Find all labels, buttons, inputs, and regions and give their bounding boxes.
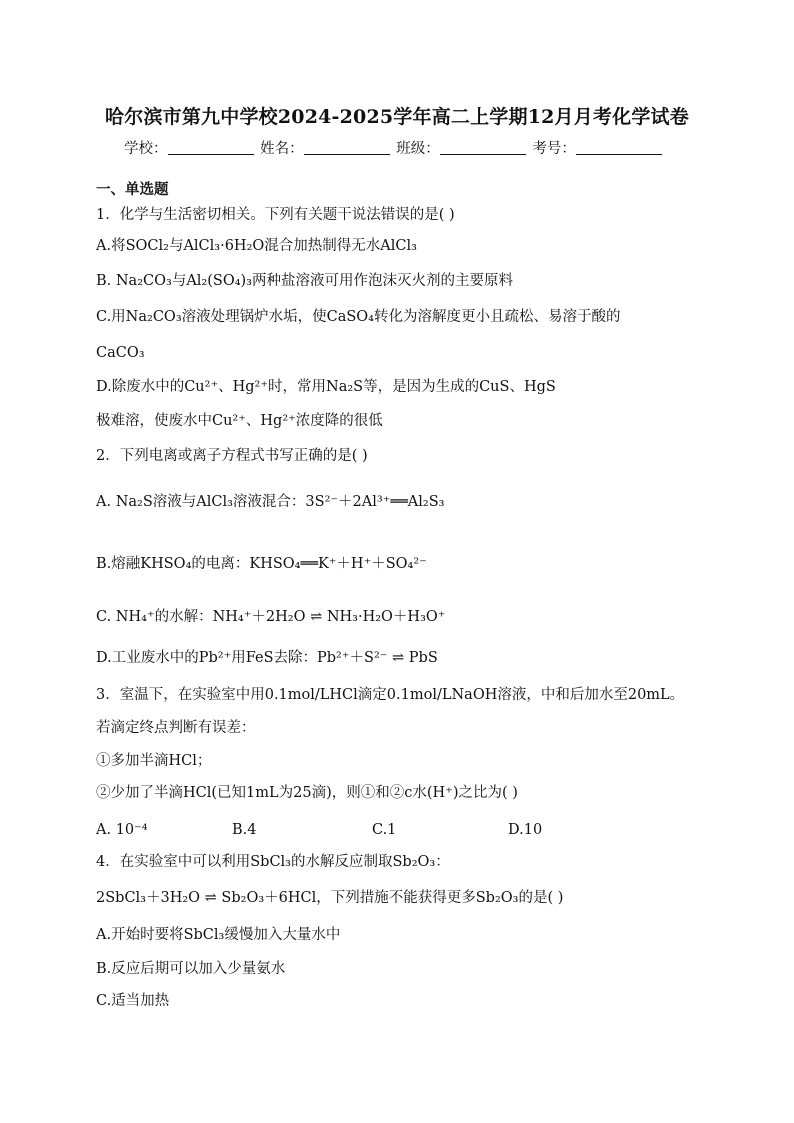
q1-option-d: D.除废水中的Cu²⁺、Hg²⁺时，常用Na₂S等，是因为生成的CuS、HgS <box>96 379 556 395</box>
q1-option-d-cont: 极难溶，使废水中Cu²⁺、Hg²⁺浓度降的很低 <box>96 413 383 429</box>
q2-stem: 2．下列电离或离子方程式书写正确的是( ) <box>96 448 368 464</box>
q3-stem-cont: 若滴定终点判断有误差： <box>96 720 256 736</box>
q2-option-b: B.熔融KHSO₄的电离：KHSO₄══K⁺＋H⁺＋SO₄²⁻ <box>96 556 427 572</box>
school-blank[interactable] <box>168 140 254 155</box>
exam-number-blank[interactable] <box>576 140 662 155</box>
q1-option-a: A.将SOCl₂与AlCl₃·6H₂O混合加热制得无水AlCl₃ <box>96 238 417 254</box>
q3-item-1: ①多加半滴HCl； <box>96 753 212 769</box>
q1-option-c-cont: CaCO₃ <box>96 345 145 361</box>
q3-options <box>96 820 542 840</box>
q2-option-c: C. NH₄⁺的水解：NH₄⁺＋2H₂O ⇌ NH₃·H₂O＋H₃O⁺ <box>96 609 446 625</box>
q4-option-c: C.适当加热 <box>96 993 170 1009</box>
q4-option-b: B.反应后期可以加入少量氨水 <box>96 961 286 977</box>
q2-option-d: D.工业废水中的Pb²⁺用FeS去除：Pb²⁺＋S²⁻ ⇌ PbS <box>96 650 438 666</box>
class-label: 班级： <box>396 141 440 157</box>
q2-option-a: A. Na₂S溶液与AlCl₃溶液混合：3S²⁻＋2Al³⁺══Al₂S₃ <box>96 494 445 510</box>
q1-stem: 1．化学与生活密切相关。下列有关题干说法错误的是( ) <box>96 207 455 223</box>
q4-equation: 2SbCl₃＋3H₂O ⇌ Sb₂O₃＋6HCl，下列措施不能获得更多Sb₂O₃的是( ) <box>96 890 564 906</box>
exam-number-label: 考号： <box>532 141 576 157</box>
q3-option-a: A. 10⁻⁴ <box>96 822 148 838</box>
name-label: 姓名： <box>260 141 304 157</box>
q3-option-d: D.10 <box>508 822 543 838</box>
q1-option-c: C.用Na₂CO₃溶液处理锅炉水垢，使CaSO₄转化为溶解度更小且疏松、易溶于酸的 <box>96 309 621 325</box>
student-info-row <box>124 137 664 158</box>
q4-option-a: A.开始时要将SbCl₃缓慢加入大量水中 <box>96 927 341 943</box>
q3-item-2: ②少加了半滴HCl(已知1mL为25滴)，则①和②c水(H⁺)之比为( ) <box>96 785 518 801</box>
section-title: 一、单选题 <box>96 181 169 198</box>
exam-title: 哈尔滨市第九中学校2024-2025学年高二上学期12月月考化学试卷 <box>105 106 689 128</box>
q3-option-c: C.1 <box>372 822 397 838</box>
q4-stem: 4．在实验室中可以利用SbCl₃的水解反应制取Sb₂O₃： <box>96 854 450 870</box>
q3-option-b: B.4 <box>232 822 257 838</box>
q3-stem: 3．室温下，在实验室中用0.1mol/LHCl滴定0.1mol/LNaOH溶液，中和后加水至20mL。 <box>96 687 685 703</box>
q1-option-b: B. Na₂CO₃与Al₂(SO₄)₃两种盐溶液可用作泡沫灭火剂的主要原料 <box>96 273 513 289</box>
class-blank[interactable] <box>440 140 526 155</box>
school-label: 学校： <box>124 141 168 157</box>
name-blank[interactable] <box>304 140 390 155</box>
